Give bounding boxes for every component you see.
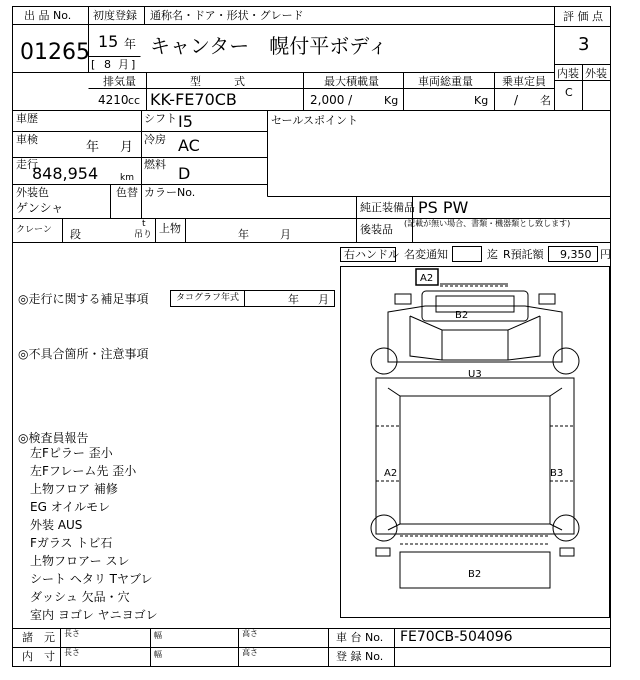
displacement-label: 排気量	[103, 75, 136, 88]
chassis-number: FE70CB-504096	[400, 629, 513, 645]
aftermarket-note: (記載が無い場合、書類・機器類とし致します)	[404, 219, 571, 228]
super-month-unit: 月	[280, 228, 291, 241]
steering-value: 右ハンドル	[344, 248, 399, 261]
exterior-label: 外装	[585, 67, 607, 80]
capacity-label: 最大積載量	[324, 75, 379, 88]
model-value: KK-FE70CB	[150, 90, 237, 109]
color-label: 外装色	[16, 186, 49, 199]
displacement-value: 4210	[98, 93, 129, 107]
damage-mark: A2	[384, 468, 398, 479]
inspector-item: ダッシュ 欠品・穴	[30, 590, 130, 604]
ac-label: 冷房	[144, 133, 166, 146]
damage-mark: A2	[420, 273, 434, 284]
mileage-label: 走行	[16, 158, 38, 171]
history-label: 車歴	[16, 112, 38, 125]
crane-label: クレーン	[16, 225, 52, 235]
inspection-month-unit: 月	[120, 140, 134, 155]
displacement-unit: cc	[128, 94, 141, 107]
score-value: 3	[578, 34, 590, 55]
model-label: 型 式	[190, 75, 245, 88]
interior-grade: C	[565, 86, 573, 99]
first-reg-month: 8	[104, 58, 111, 71]
inner-size-label: 内 寸	[22, 650, 55, 663]
height-label-2: 高さ	[242, 648, 258, 657]
color-code-label: カラーNo.	[144, 186, 196, 199]
name-change-unit: 迄	[487, 248, 498, 261]
damage-mark: B2	[455, 310, 469, 321]
length-label-2: 長さ	[64, 648, 80, 657]
interior-label: 内装	[557, 67, 579, 80]
vehicle-name-label: 通称名・ドア・形状・グレード	[150, 9, 304, 22]
deposit-unit: 円	[600, 248, 611, 261]
sales-point-label: セールスポイント	[271, 114, 359, 127]
color-change-label: 色替	[116, 186, 138, 199]
superstructure-label: 上物	[159, 222, 181, 235]
damage-mark: U3	[468, 369, 482, 380]
first-reg-year: 15	[98, 32, 119, 51]
color-value: ゲンシャ	[16, 201, 64, 215]
registration-label: 初度登録	[93, 9, 137, 22]
name-change-label: 名変通知	[404, 248, 448, 261]
truck-damage-diagram	[340, 266, 610, 618]
month-bracket-open: [	[91, 58, 96, 71]
tacho-year-unit: 年	[288, 293, 299, 306]
inspector-item: EG オイルモレ	[30, 500, 111, 514]
score-label: 評 価 点	[563, 10, 603, 23]
ac-value: AC	[178, 136, 200, 155]
damage-mark: B3	[550, 468, 564, 479]
inspector-item: Fガラス トビ石	[30, 536, 113, 550]
spec-row-label: 諸 元	[22, 631, 55, 644]
length-label: 長さ	[64, 629, 80, 638]
inspector-item: 左Fフレーム先 歪小	[30, 464, 137, 478]
month-bracket-close: ]	[131, 58, 136, 71]
inspection-label: 車検	[16, 133, 38, 146]
inspector-item: 左Fピラー 歪小	[30, 446, 113, 460]
inspector-item: シート ヘタリ Tヤブレ	[30, 572, 153, 586]
mileage-unit: km	[120, 173, 134, 183]
seats-value: /	[514, 93, 519, 107]
deposit-value: 9,350	[560, 248, 592, 261]
equipment-label: 純正装備品	[360, 201, 415, 214]
capacity-value: 2,000 /	[310, 93, 353, 107]
fuel-value: D	[178, 164, 191, 183]
capacity-unit: Kg	[384, 94, 399, 107]
month-unit: 月	[118, 58, 129, 71]
inspector-item: 室内 ヨゴレ ヤニヨゴレ	[30, 608, 158, 622]
super-year-unit: 年	[238, 228, 249, 241]
tacho-month-unit: 月	[318, 293, 329, 306]
height-label: 高さ	[242, 629, 258, 638]
lot-number: 01265	[20, 40, 90, 65]
gross-weight-label: 車両総重量	[418, 75, 473, 88]
inspector-item: 外装 AUS	[30, 518, 83, 532]
car-name: キャンター 幌付平ボディ	[150, 34, 388, 58]
tacho-label: タコグラフ年式	[176, 293, 240, 303]
registration-no-label: 登 録 No.	[336, 650, 384, 663]
shift-value: I5	[178, 112, 193, 131]
deposit-label: R預託額	[503, 248, 544, 261]
name-change-box	[452, 246, 482, 262]
chassis-label: 車 台 No.	[336, 631, 384, 644]
seats-unit: 名	[540, 94, 551, 107]
defects-label: ◎不具合箇所・注意事項	[18, 347, 149, 361]
width-label: 幅	[154, 631, 162, 640]
gross-weight-unit: Kg	[474, 94, 489, 107]
crane-ton-unit: t	[142, 219, 146, 229]
damage-mark: B2	[468, 569, 482, 580]
inspector-report-label: ◎検査員報告	[18, 431, 89, 445]
driving-notes-label: ◎走行に関する補足事項	[18, 292, 149, 306]
lot-label: 出 品 No.	[24, 9, 72, 22]
equipment-value: PS PW	[418, 198, 469, 217]
shift-label: シフト	[144, 112, 177, 125]
year-unit: 年	[124, 37, 137, 51]
crane-stage-unit: 段	[70, 228, 81, 241]
mileage-value: 848,954	[32, 164, 99, 183]
inspection-year-unit: 年	[86, 140, 100, 155]
width-label-2: 幅	[154, 650, 162, 659]
crane-lift-label: 吊り	[134, 230, 153, 240]
inspector-item: 上物フロアー スレ	[30, 554, 130, 568]
fuel-label: 燃料	[144, 158, 166, 171]
aftermarket-label: 後装品	[360, 223, 393, 236]
inspector-item: 上物フロア 補修	[30, 482, 118, 496]
seats-label: 乗車定員	[502, 75, 546, 88]
